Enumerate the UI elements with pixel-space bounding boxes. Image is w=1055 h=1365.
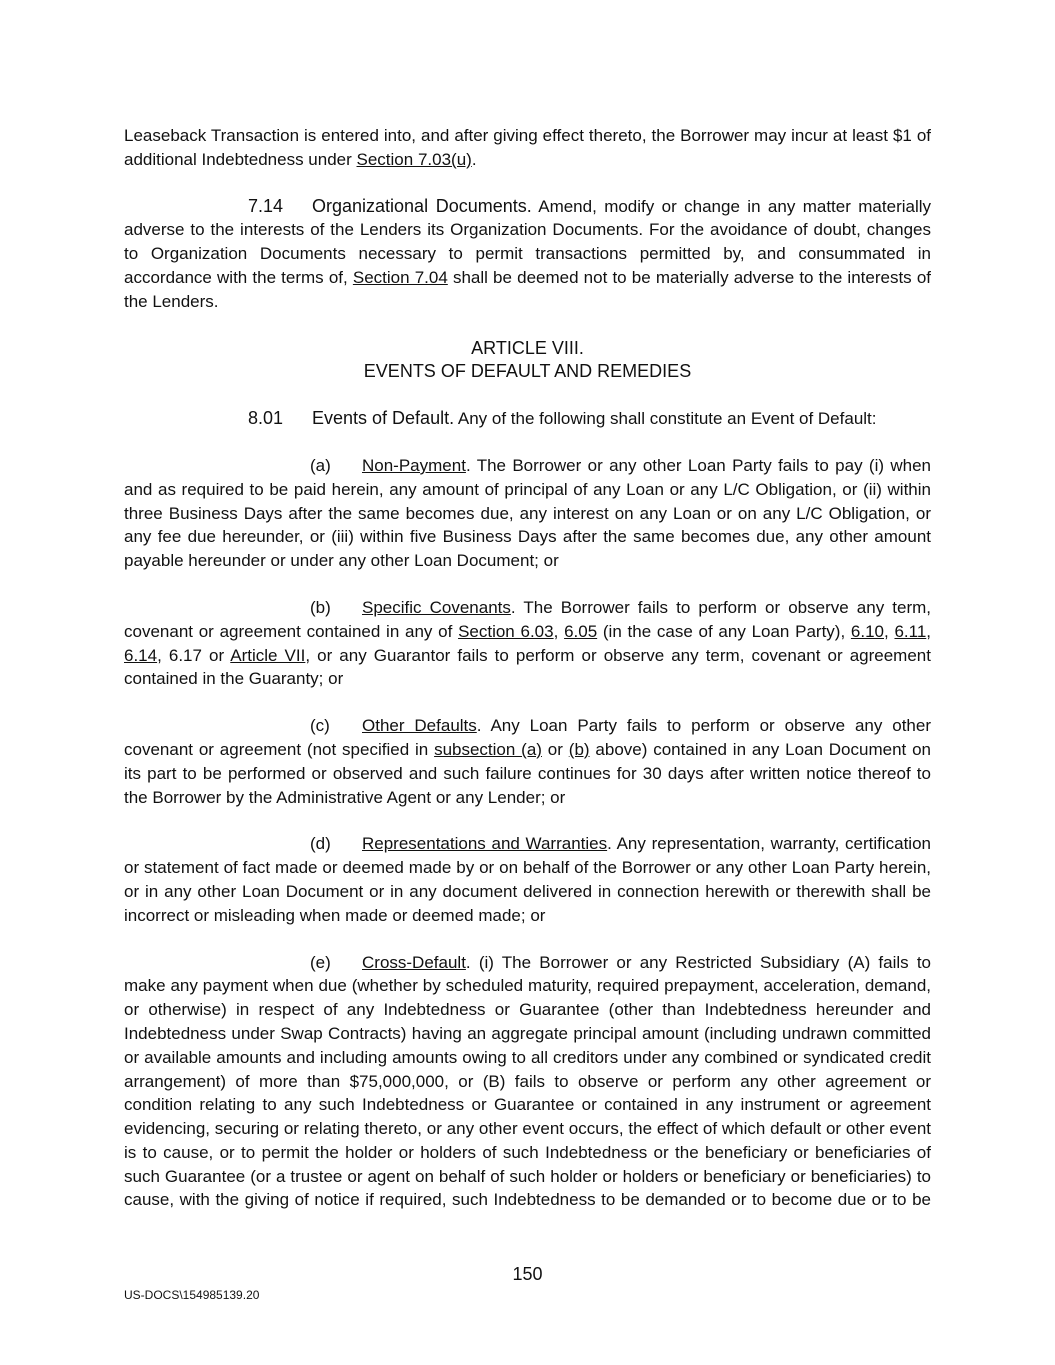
document-body <box>124 124 931 1212</box>
clause-d: (d) Representations and Warranties. Any representation, warranty, certification or statement of fact made or deemed made by or on behalf of the Borrower or any other Loan Party herein, or in any other Loan Document or in any document delivered in connection herewith or therewith shall be incorrect or misleading when made or deemed made; or <box>124 834 931 925</box>
section-number: 8.01 <box>248 408 284 429</box>
section-title: Organizational Documents. <box>312 195 532 216</box>
section-ref[interactable]: 6.11 <box>894 621 927 641</box>
section-ref[interactable]: 6.14 <box>124 645 158 665</box>
clause-label: (e) <box>310 952 331 972</box>
clause-title: Cross-Default <box>362 952 466 972</box>
section-ref[interactable]: 6.05 <box>564 621 598 641</box>
section-7-14: 7.14 Organizational Documents. Amend, modify or change in any matter materially adverse to the interests of the Lenders its Organization Documents. For the avoidance of doubt, changes to Organization Documents necessary to permit transactions permitted by, and consummated in accordance with the terms of, Section 7.04 shall be deemed not to be materially adverse to the interests of the Lenders. <box>124 195 932 311</box>
section-title: Events of Default. <box>312 408 455 429</box>
clause-label: (c) <box>310 716 330 736</box>
clause-title: Other Defaults <box>362 716 477 736</box>
subsection-ref[interactable]: (b) <box>568 739 590 759</box>
section-ref[interactable]: 6.10 <box>850 621 884 641</box>
clause-label: (b) <box>310 597 331 617</box>
clause-label: (d) <box>310 834 331 854</box>
clause-a: (a) Non-Payment. The Borrower or any other Loan Party fails to pay (i) when and as required to be paid herein, any amount of principal of any Loan or any L/C Obligation, or (ii) within three Business Days after the same becomes due, any interest on any Loan or on any L/C Obligation, or any fee due hereunder, or (iii) within five Business Days after the same becomes due, any other amount payable hereunder or under any other Loan Document; or <box>124 455 931 571</box>
clause-c: (c) Other Defaults. Any Loan Party fails to perform or observe any other covenant or agreement (not specified in subsection (a) or (b) above) contained in any Loan Document on its part to be performed or observed and such failure continues for 30 days after written notice thereof to the Borrower by the Administrative Agent or any Lender; or <box>124 716 932 807</box>
subsection-ref[interactable]: subsection (a) <box>434 739 542 759</box>
clause-b: (b) Specific Covenants. The Borrower fails to perform or observe any term, covenant or agreement contained in any of Section 6.03, 6.05 (in the case of any Loan Party), 6.10, 6.11, 6.14, 6.17 or Article VII, or any Guarantor fails to perform or observe any term, covenant or agreement contained in the Guaranty; or <box>124 597 932 689</box>
article-number: ARTICLE VIII. <box>471 337 584 358</box>
clause-title: Non-Payment <box>362 455 466 475</box>
clause-title: Representations and Warranties <box>362 834 608 854</box>
section-ref[interactable]: Section 6.03 <box>458 621 554 641</box>
continuation-paragraph: Leaseback Transaction is entered into, and after giving effect thereto, the Borrower may incur at least $1 of additional Indebtedness under Section 7.03(u). <box>124 126 931 169</box>
article-title: EVENTS OF DEFAULT AND REMEDIES <box>363 361 692 382</box>
section-number: 7.14 <box>248 195 284 216</box>
clause-e: (e) Cross-Default. (i) The Borrower or any Restricted Subsidiary (A) fails to make any payment when due (whether by scheduled maturity, required prepayment, acceleration, demand, or otherwise) in respect of any Indebtedness or Guarantee (other than Indebtedness hereunder and Indebtedness under Swap Contracts) having an aggregate principal amount (including undrawn committed or available amounts and including amounts owing to all creditors under any combined or syndicated credit arrangement) of more than $75,000,000, or (B) fails to observe or perform any other agreement or condition relating to any such Indebtedness or Guarantee or contained in any instrument or agreement evidencing, securing or relating thereto, or any other event occurs, the effect of which default or other event is to cause, or to permit the holder or holders of such Indebtedness or the beneficiary or beneficiaries of such Guarantee (or a trustee or agent on behalf of such holder or holders or beneficiary or beneficiaries) to cause, with the giving of notice if required, such Indebtedness to be demanded or to become due or to be <box>124 952 931 1210</box>
document-id: US-DOCS\154985139.20 <box>124 1288 260 1302</box>
clause-label: (a) <box>310 455 331 475</box>
section-ref[interactable]: Section 7.03(u) <box>356 149 472 169</box>
page-number: 150 <box>512 1264 543 1284</box>
clause-title: Specific Covenants <box>362 597 511 617</box>
section-8-01: 8.01 Events of Default. Any of the following shall constitute an Event of Default: <box>124 407 931 431</box>
article-ref[interactable]: Article VII <box>230 645 306 665</box>
section-ref[interactable]: Section 7.04 <box>352 267 448 287</box>
